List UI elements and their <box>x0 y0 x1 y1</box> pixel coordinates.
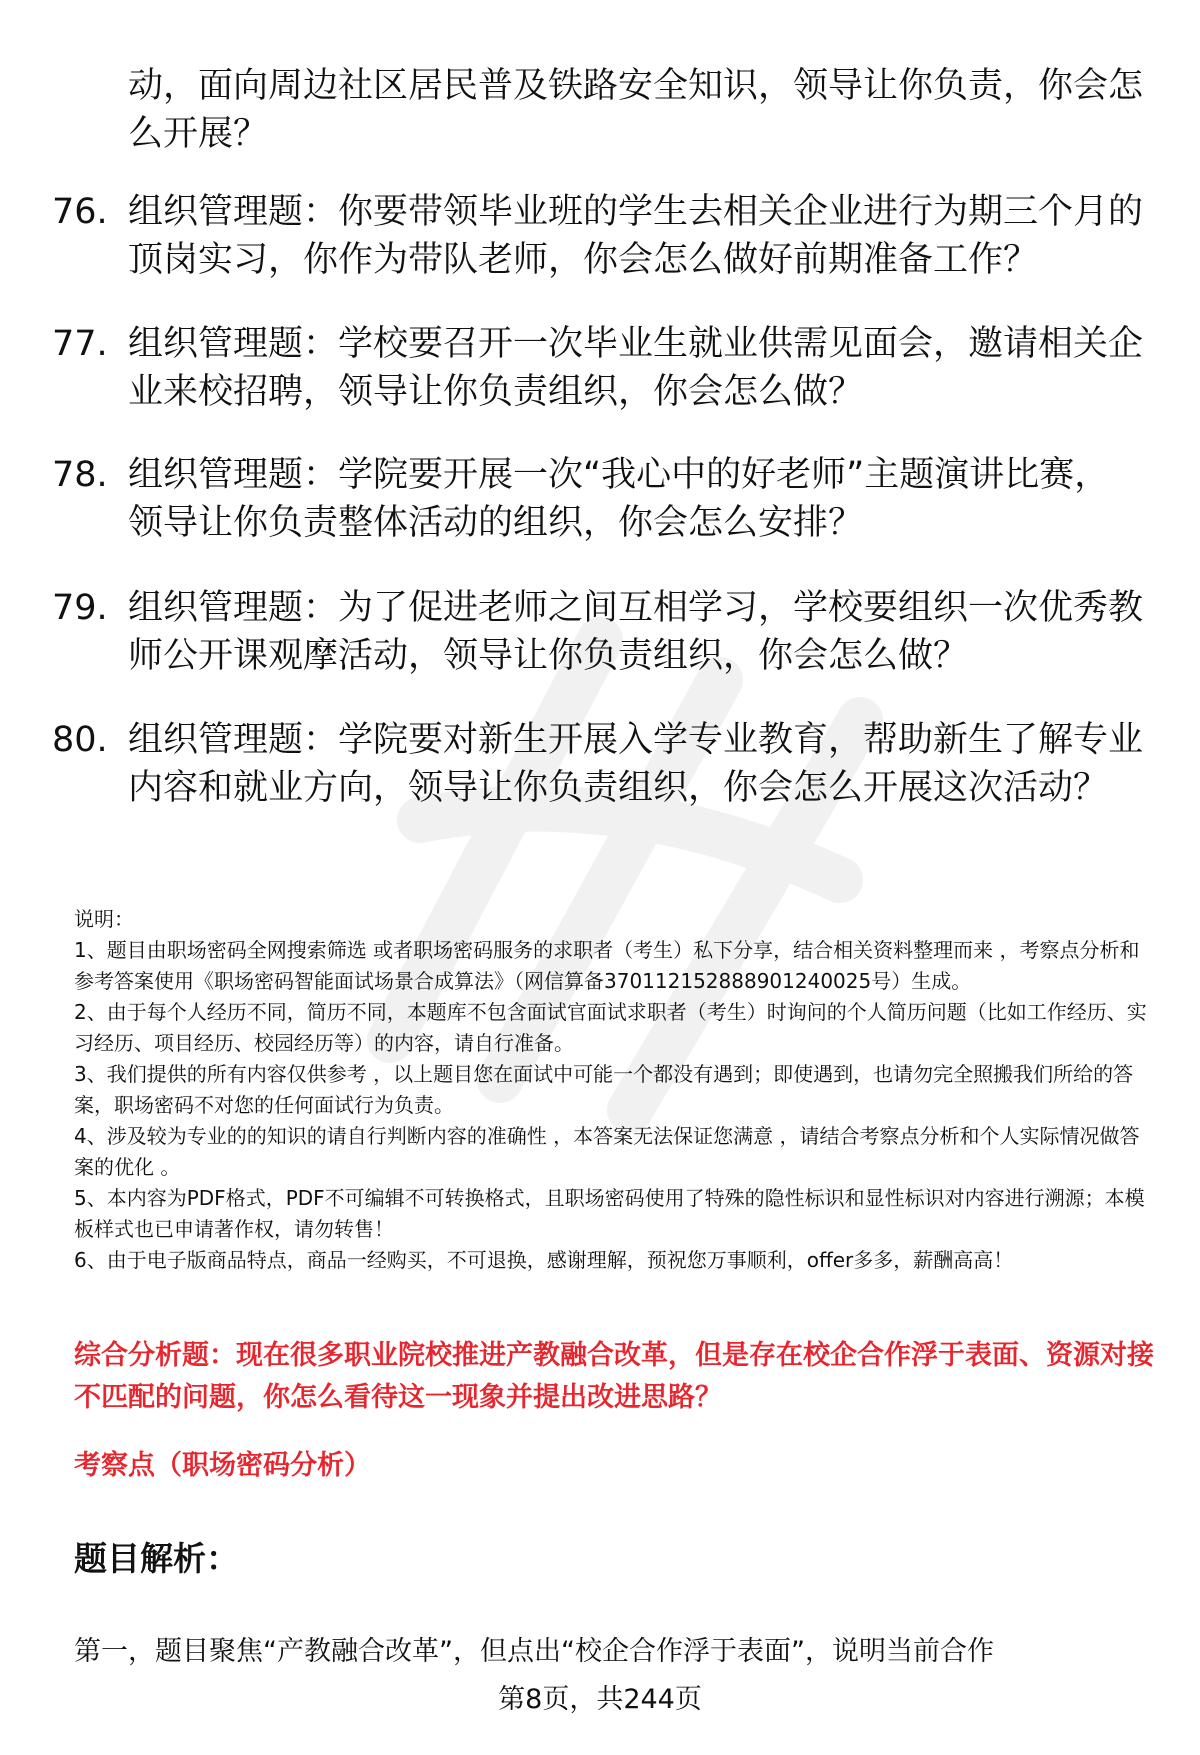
notes-block <box>74 904 1154 1276</box>
question-number: 80. <box>52 720 108 760</box>
question-text: 组织管理题：学院要对新生开展入学专业教育，帮助新生了解专业内容和就业方向，领导让你负责组织，你会怎么开展这次活动？ <box>128 720 1144 808</box>
featured-question: 综合分析题：现在很多职业院校推进产教融合改革，但是存在校企合作浮于表面、资源对接不匹配的问题，你怎么看待这一现象并提出改进思路？ <box>74 1340 1154 1413</box>
notes-item: 5、本内容为PDF格式，PDF不可编辑不可转换格式，且职场密码使用了特殊的隐性标识和显性标识对内容进行溯源；本模板样式也已申请著作权，请勿转售！ <box>74 1186 1145 1241</box>
question-number: 76. <box>52 192 108 232</box>
page-number: 第8页，共244页 <box>498 1684 702 1715</box>
question-number: 79. <box>52 588 108 628</box>
exam-point-label: 考察点（职场密码分析） <box>74 1450 371 1481</box>
question-number: 77. <box>52 324 108 364</box>
notes-item: 4、涉及较为专业的的知识的请自行判断内容的准确性 ，本答案无法保证您满意 ，请结合考察点分析和个人实际情况做答案的优化 。 <box>74 1124 1140 1179</box>
notes-item: 1、题目由职场密码全网搜索筛选 或者职场密码服务的求职者（考生）私下分享，结合相关资料整理而来 ，考察点分析和参考答案使用《职场密码智能面试场景合成算法》（网信算备370112152888901240025号）生成。 <box>74 938 1140 993</box>
notes-heading: 说明： <box>74 907 134 931</box>
question-text: 组织管理题：你要带领毕业班的学生去相关企业进行为期三个月的顶岗实习，你作为带队老师，你会怎么做好前期准备工作？ <box>128 192 1144 280</box>
question-text: 组织管理题：学院要开展一次“我心中的好老师”主题演讲比赛，领导让你负责整体活动的组织，你会怎么安排？ <box>128 455 1110 543</box>
question-item-76 <box>52 188 1152 284</box>
notes-item: 3、我们提供的所有内容仅供参考 ，以上题目您在面试中可能一个都没有遇到；即使遇到，也请勿完全照搬我们所给的答案，职场密码不对您的任何面试行为负责。 <box>74 1062 1134 1117</box>
analysis-first-line: 第一，题目聚焦“产教融合改革”，但点出“校企合作浮于表面”，说明当前合作 <box>74 1636 994 1667</box>
analysis-heading: 题目解析： <box>74 1539 239 1578</box>
question-item-78 <box>52 451 1152 547</box>
question-number: 78. <box>52 455 108 495</box>
notes-item: 2、由于每个人经历不同，简历不同，本题库不包含面试官面试求职者（考生）时询问的个人简历问题（比如工作经历、实习经历、项目经历、校园经历等）的内容，请自行准备。 <box>74 1000 1147 1055</box>
question-75-continuation: 动，面向周边社区居民普及铁路安全知识，领导让你负责，你会怎么开展？ <box>128 66 1144 154</box>
question-item-79 <box>52 584 1152 680</box>
question-text: 组织管理题：学校要召开一次毕业生就业供需见面会，邀请相关企业来校招聘，领导让你负责组织，你会怎么做？ <box>128 324 1144 412</box>
watermark-stroke <box>420 809 840 880</box>
question-text: 组织管理题：为了促进老师之间互相学习，学校要组织一次优秀教师公开课观摩活动，领导让你负责组织，你会怎么做？ <box>128 588 1144 676</box>
notes-item: 6、由于电子版商品特点，商品一经购买，不可退换，感谢理解，预祝您万事顺利，offer多多，薪酬高高！ <box>74 1248 1014 1272</box>
question-item-80 <box>52 716 1152 812</box>
question-item-77 <box>52 320 1152 416</box>
